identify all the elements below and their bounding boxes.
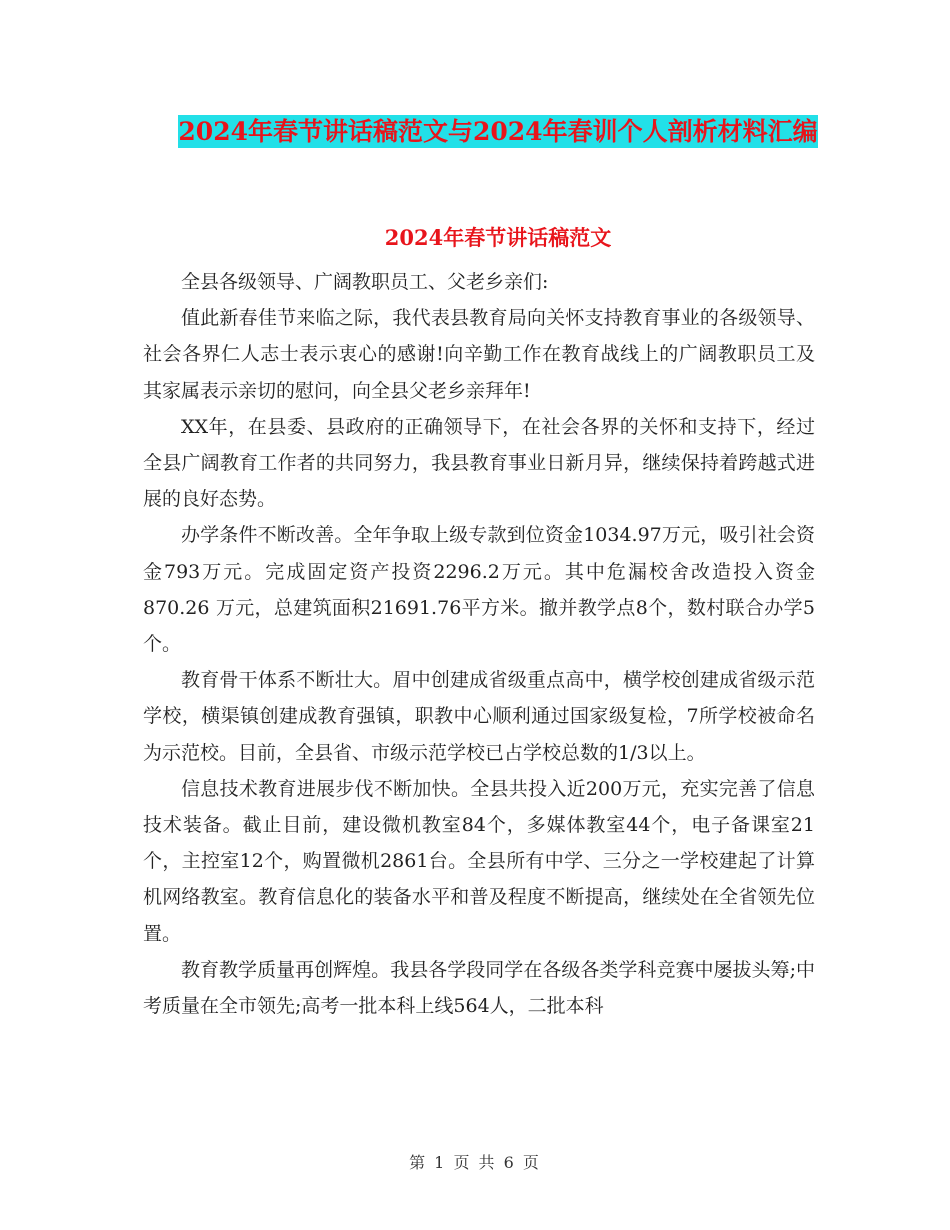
body-text [143,264,815,1024]
document-title [140,108,856,155]
section-title: 2024年春节讲话稿范文 [384,225,612,250]
paragraph-it-education: 信息技术教育进展步伐不断加快。全县共投入近200万元，充实完善了信息技术装备。截止目前，建设微机教室84个，多媒体教室44个，电子备课室21个，主控室12个，购置微机2861台。全县所有中学、三分之一学校建起了计算机网络教室。教育信息化的装备水平和普及程度不断提高，继续处在全省领先位置。 [143,777,815,945]
paragraph-quality: 教育教学质量再创辉煌。我县各学段同学在各级各类学科竞赛中屡拔头筹;中考质量在全市领先;高考一批本科上线564人，二批本科 [143,958,815,1018]
paragraph-overview: XX年，在县委、县政府的正确领导下，在社会各界的关怀和支持下，经过全县广阔教育工作者的共同努力，我县教育事业日新月异，继续保持着跨越式进展的良好态势。 [143,415,815,511]
document-title-highlight: 2024年春节讲话稿范文与2024年春训个人剖析材料汇编 [178,117,818,146]
paragraph-salutation: 全县各级领导、广阔教职员工、父老乡亲们: [181,271,549,293]
paragraph-greeting: 值此新春佳节来临之际，我代表县教育局向关怀支持教育事业的各级领导、社会各界仁人志士表示衷心的感谢!向辛勤工作在教育战线上的广阔教职员工及其家属表示亲切的慰问，向全县父老乡亲拜年! [143,307,815,402]
paragraph-conditions: 办学条件不断改善。全年争取上级专款到位资金1034.97万元，吸引社会资金793万元。完成固定资产投资2296.2万元。其中危漏校舍改造投入资金 870.26 万元，总建筑面积21691.76平方米。撤并教学点8个，数村联合办学5个。 [143,524,815,656]
page-footer: 第 1 页 共 6 页 [409,1153,541,1172]
paragraph-backbone: 教育骨干体系不断壮大。眉中创建成省级重点高中，横学校创建成省级示范学校，横渠镇创建成教育强镇，职教中心顺利通过国家级复检，7所学校被命名为示范校。目前，全县省、市级示范学校已占学校总数的1/3以上。 [143,669,815,764]
